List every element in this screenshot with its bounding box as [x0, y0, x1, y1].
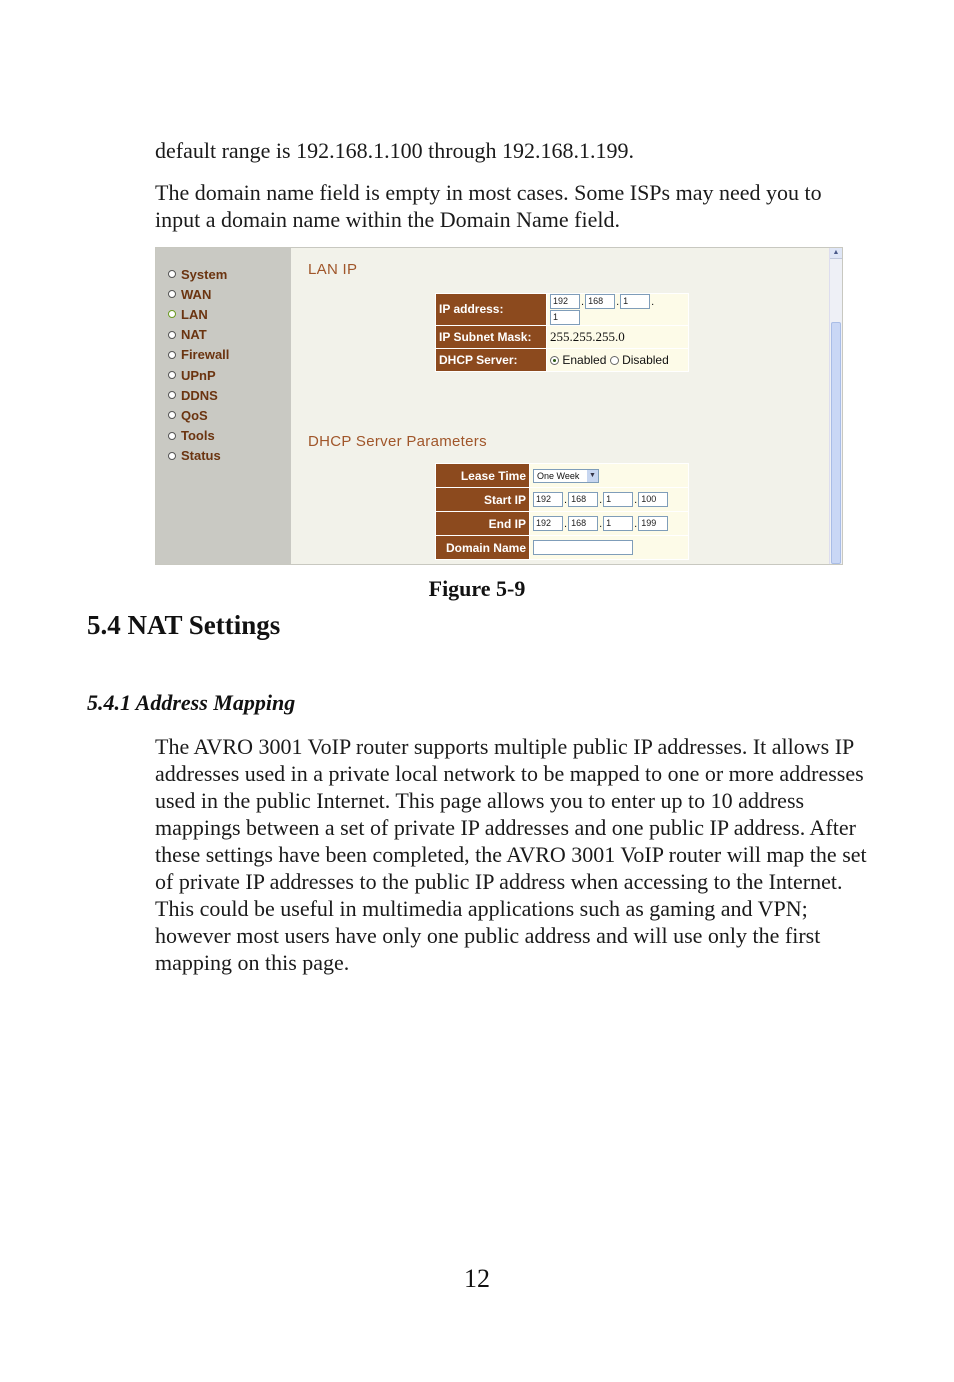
enabled-label: Enabled: [562, 352, 607, 367]
disabled-radio[interactable]: [610, 356, 619, 365]
bullet-icon: [168, 411, 176, 419]
disabled-label: Disabled: [622, 352, 669, 367]
end-ip-octet-1[interactable]: 192: [533, 516, 563, 531]
menu-item-status[interactable]: Status: [168, 446, 291, 466]
router-screenshot: [155, 247, 843, 565]
bullet-icon: [168, 290, 176, 298]
lease-time-field: [530, 464, 689, 488]
bullet-icon: [168, 270, 176, 278]
menu-item-nat[interactable]: NAT: [168, 325, 291, 345]
sidebar-menu: [156, 248, 291, 564]
section-heading: 5.4 NAT Settings: [87, 610, 281, 640]
chevron-down-icon: ▼: [587, 470, 598, 482]
subsection-heading: 5.4.1 Address Mapping: [87, 690, 296, 715]
ip-address-label: IP address:: [436, 294, 547, 326]
bullet-icon: [168, 331, 176, 339]
figure-caption: Figure 5-9: [428, 576, 526, 601]
bullet-icon: [168, 432, 176, 440]
ip-octet-1[interactable]: 192: [550, 294, 580, 309]
menu-item-lan[interactable]: LAN: [168, 304, 291, 324]
start-ip-octet-3[interactable]: 1: [603, 492, 633, 507]
menu-item-ddns[interactable]: DDNS: [168, 385, 291, 405]
lan-ip-table: [435, 293, 689, 372]
domain-name-input[interactable]: [533, 540, 633, 555]
start-ip-field: 192 . 168 . 1 . 100: [530, 488, 689, 512]
subnet-mask-value: 255.255.255.0: [547, 325, 689, 348]
ip-address-field: 192 . 168 . 1 .1: [547, 294, 689, 326]
dhcp-server-label: DHCP Server:: [436, 348, 547, 371]
start-ip-octet-2[interactable]: 168: [568, 492, 598, 507]
lan-ip-title: LAN IP: [308, 261, 358, 278]
end-ip-label: End IP: [436, 512, 530, 536]
scroll-thumb[interactable]: [831, 322, 841, 564]
bullet-icon: [168, 310, 176, 318]
menu-item-firewall[interactable]: Firewall: [168, 345, 291, 365]
ip-octet-4[interactable]: 1: [550, 310, 580, 325]
intro-line: default range is 192.168.1.100 through 192.168.1.199.: [155, 138, 635, 163]
subnet-mask-label: IP Subnet Mask:: [436, 325, 547, 348]
menu-item-system[interactable]: System: [168, 264, 291, 284]
bullet-icon: [168, 391, 176, 399]
dhcp-server-options: [547, 348, 689, 371]
ip-octet-2[interactable]: 168: [585, 294, 615, 309]
scroll-up-icon[interactable]: ▲: [830, 248, 842, 259]
bullet-icon: [168, 351, 176, 359]
lease-time-label: Lease Time: [436, 464, 530, 488]
vertical-scrollbar[interactable]: [829, 248, 842, 564]
page-number: 12: [464, 1264, 490, 1293]
start-ip-octet-1[interactable]: 192: [533, 492, 563, 507]
end-ip-octet-4[interactable]: 199: [638, 516, 668, 531]
end-ip-octet-3[interactable]: 1: [603, 516, 633, 531]
menu-item-wan[interactable]: WAN: [168, 284, 291, 304]
domain-name-field: [530, 536, 689, 560]
start-ip-label: Start IP: [436, 488, 530, 512]
menu-item-upnp[interactable]: UPnP: [168, 365, 291, 385]
body-paragraph: The AVRO 3001 VoIP router supports multiple public IP addresses. It allows IP addresses used in a private local network to be mapped to one or more addresses used in the public Internet. This page allows you to enter up to 10 address mappings between a set of private IP addresses and one public IP address. After these settings have been completed, the AVRO 3001 VoIP router will map the set of private IP addresses to the public IP address when accessing to the Internet. This could be useful in multimedia applications such as gaming and VPN; however most users have only one public address and will use only the first mapping on this page.: [155, 734, 867, 975]
dhcp-params-title: DHCP Server Parameters: [308, 433, 487, 450]
menu-item-tools[interactable]: Tools: [168, 426, 291, 446]
bullet-icon: [168, 452, 176, 460]
lease-time-select[interactable]: One Week ▼: [533, 469, 599, 483]
bullet-icon: [168, 371, 176, 379]
enabled-radio[interactable]: [550, 356, 559, 365]
menu-item-qos[interactable]: QoS: [168, 405, 291, 425]
dhcp-params-table: [435, 463, 689, 560]
domain-name-label: Domain Name: [436, 536, 530, 560]
content-pane: [291, 248, 830, 564]
intro-paragraph: The domain name field is empty in most cases. Some ISPs may need you to input a domain name within the Domain Name field.: [155, 180, 822, 232]
end-ip-octet-2[interactable]: 168: [568, 516, 598, 531]
ip-octet-3[interactable]: 1: [620, 294, 650, 309]
start-ip-octet-4[interactable]: 100: [638, 492, 668, 507]
end-ip-field: 192 . 168 . 1 . 199: [530, 512, 689, 536]
